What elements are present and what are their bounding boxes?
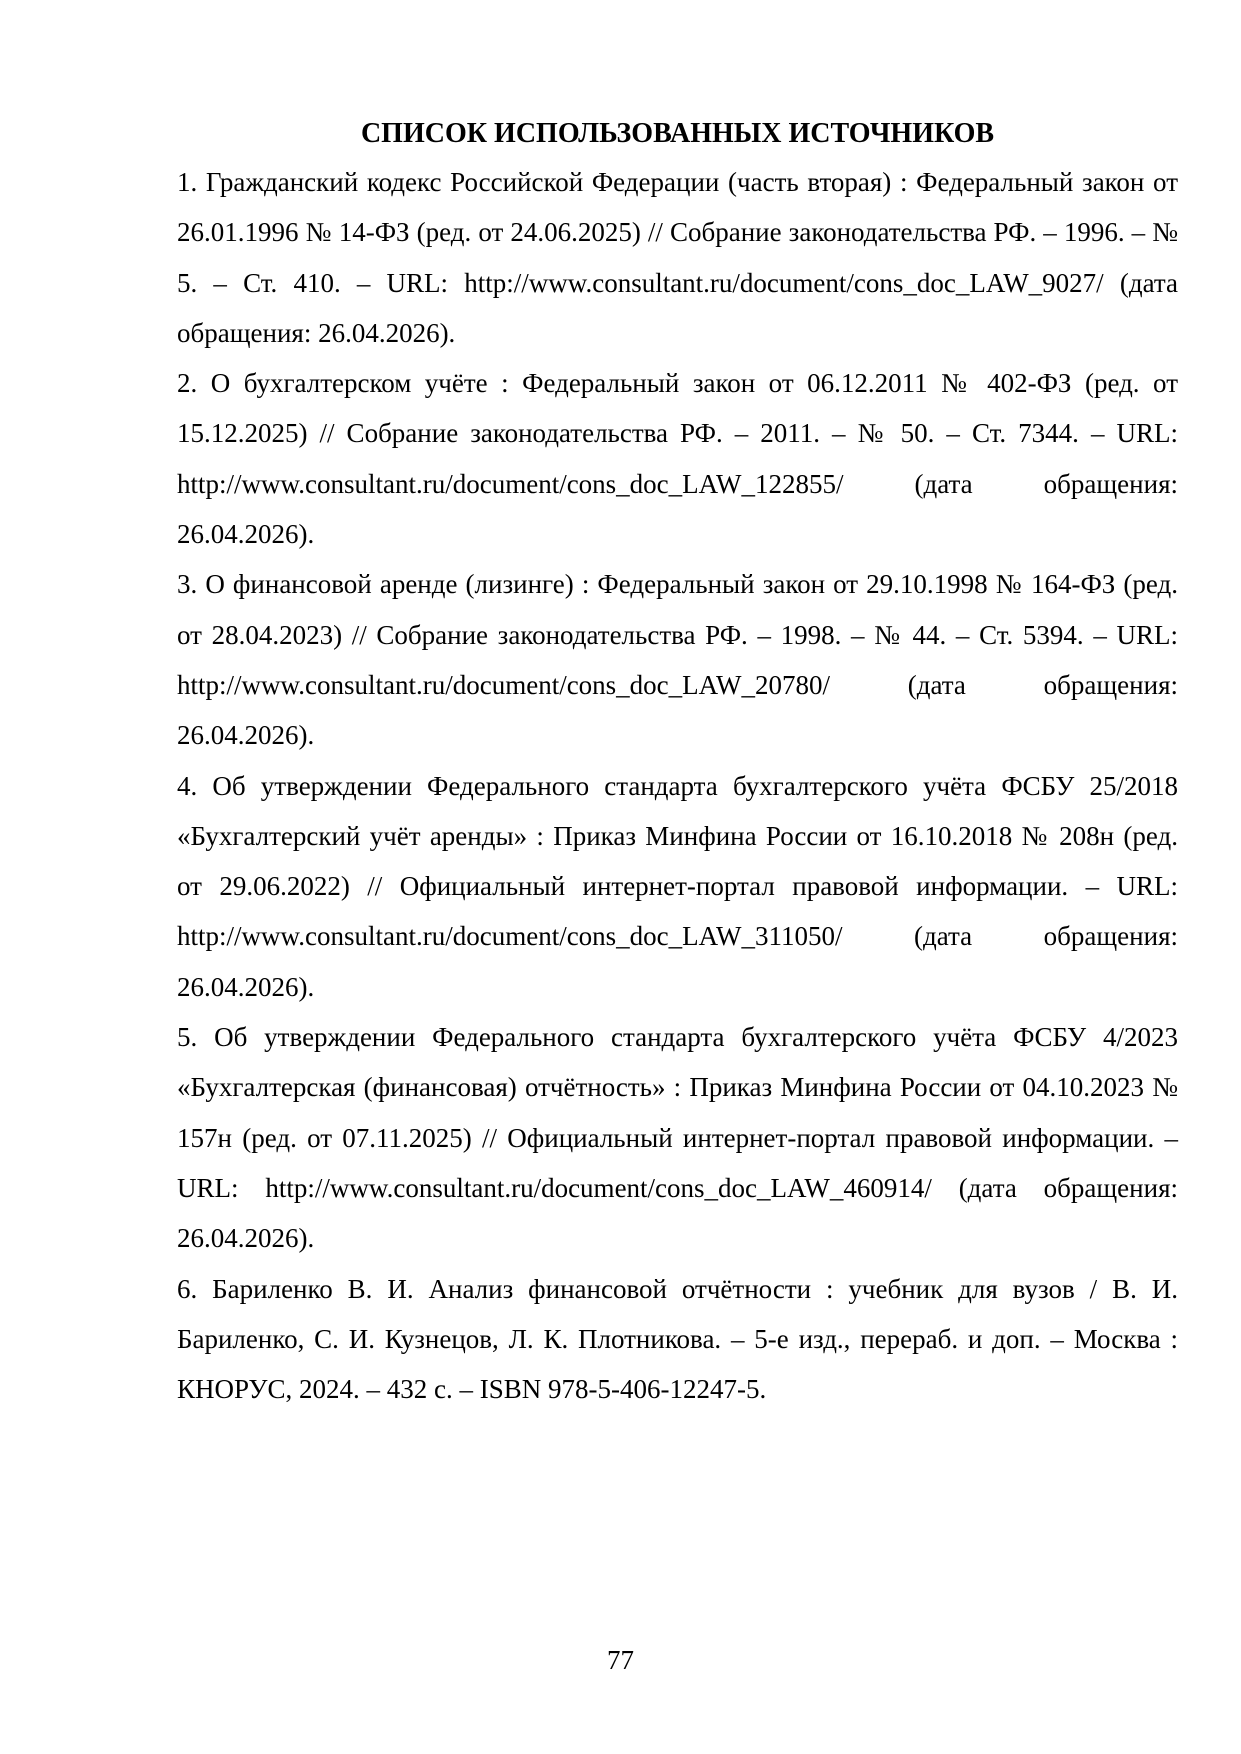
page-title: СПИСОК ИСПОЛЬЗОВАННЫХ ИСТОЧНИКОВ (360, 118, 995, 149)
sources-list (177, 157, 1178, 1414)
page-number: 77 (607, 1645, 634, 1675)
source-item-6: 6. Бариленко В. И. Анализ финансовой отчётности : учебник для вузов / В. И. Бариленко, С. И. Кузнецов, Л. К. Плотникова. – 5-е изд., перераб. и доп. – Москва : КНОРУС, 2024. – 432 с. – ISBN 978-5-406-12247-5. (177, 1273, 1178, 1405)
source-item-3: 3. О финансовой аренде (лизинге) : Федеральный закон от 29.10.1998 № 164-ФЗ (ред. от 28.04.2023) // Собрание законодательства РФ. – 1998. – № 44. – Ст. 5394. – URL: http://www.consultant.ru/document/cons_doc_LAW_20780/ (дата обращения: 26.04.2026). (177, 569, 1178, 751)
source-item-5: 5. Об утверждении Федерального стандарта бухгалтерского учёта ФСБУ 4/2023 «Бухгалтерская (финансовая) отчётность» : Приказ Минфина России от 04.10.2023 № 157н (ред. от 07.11.2025) // Официальный интернет-портал правовой информации. – URL: http://www.consultant.ru/document/cons_doc_LAW_460914/ (дата обращения: 26.04.2026). (177, 1022, 1178, 1254)
source-item-1: 1. Гражданский кодекс Российской Федерации (часть вторая) : Федеральный закон от 26.01.1996 № 14-ФЗ (ред. от 24.06.2025) // Собрание законодательства РФ. – 1996. – № 5. – Ст. 410. – URL: http://www.consultant.ru/document/cons_doc_LAW_9027/ (дата обращения: 26.04.2026). (177, 167, 1178, 348)
source-item-2: 2. О бухгалтерском учёте : Федеральный закон от 06.12.2011 № 402-ФЗ (ред. от 15.12.2025) // Собрание законодательства РФ. – 2011. – № 50. – Ст. 7344. – URL: http://www.consultant.ru/document/cons_doc_LAW_122855/ (дата обращения: 26.04.2026). (177, 368, 1178, 550)
source-item-4: 4. Об утверждении Федерального стандарта бухгалтерского учёта ФСБУ 25/2018 «Бухгалтерский учёт аренды» : Приказ Минфина России от 16.10.2018 № 208н (ред. от 29.06.2022) // Официальный интернет-портал правовой информации. – URL: http://www.consultant.ru/document/cons_doc_LAW_311050/ (дата обращения: 26.04.2026). (177, 770, 1178, 1002)
